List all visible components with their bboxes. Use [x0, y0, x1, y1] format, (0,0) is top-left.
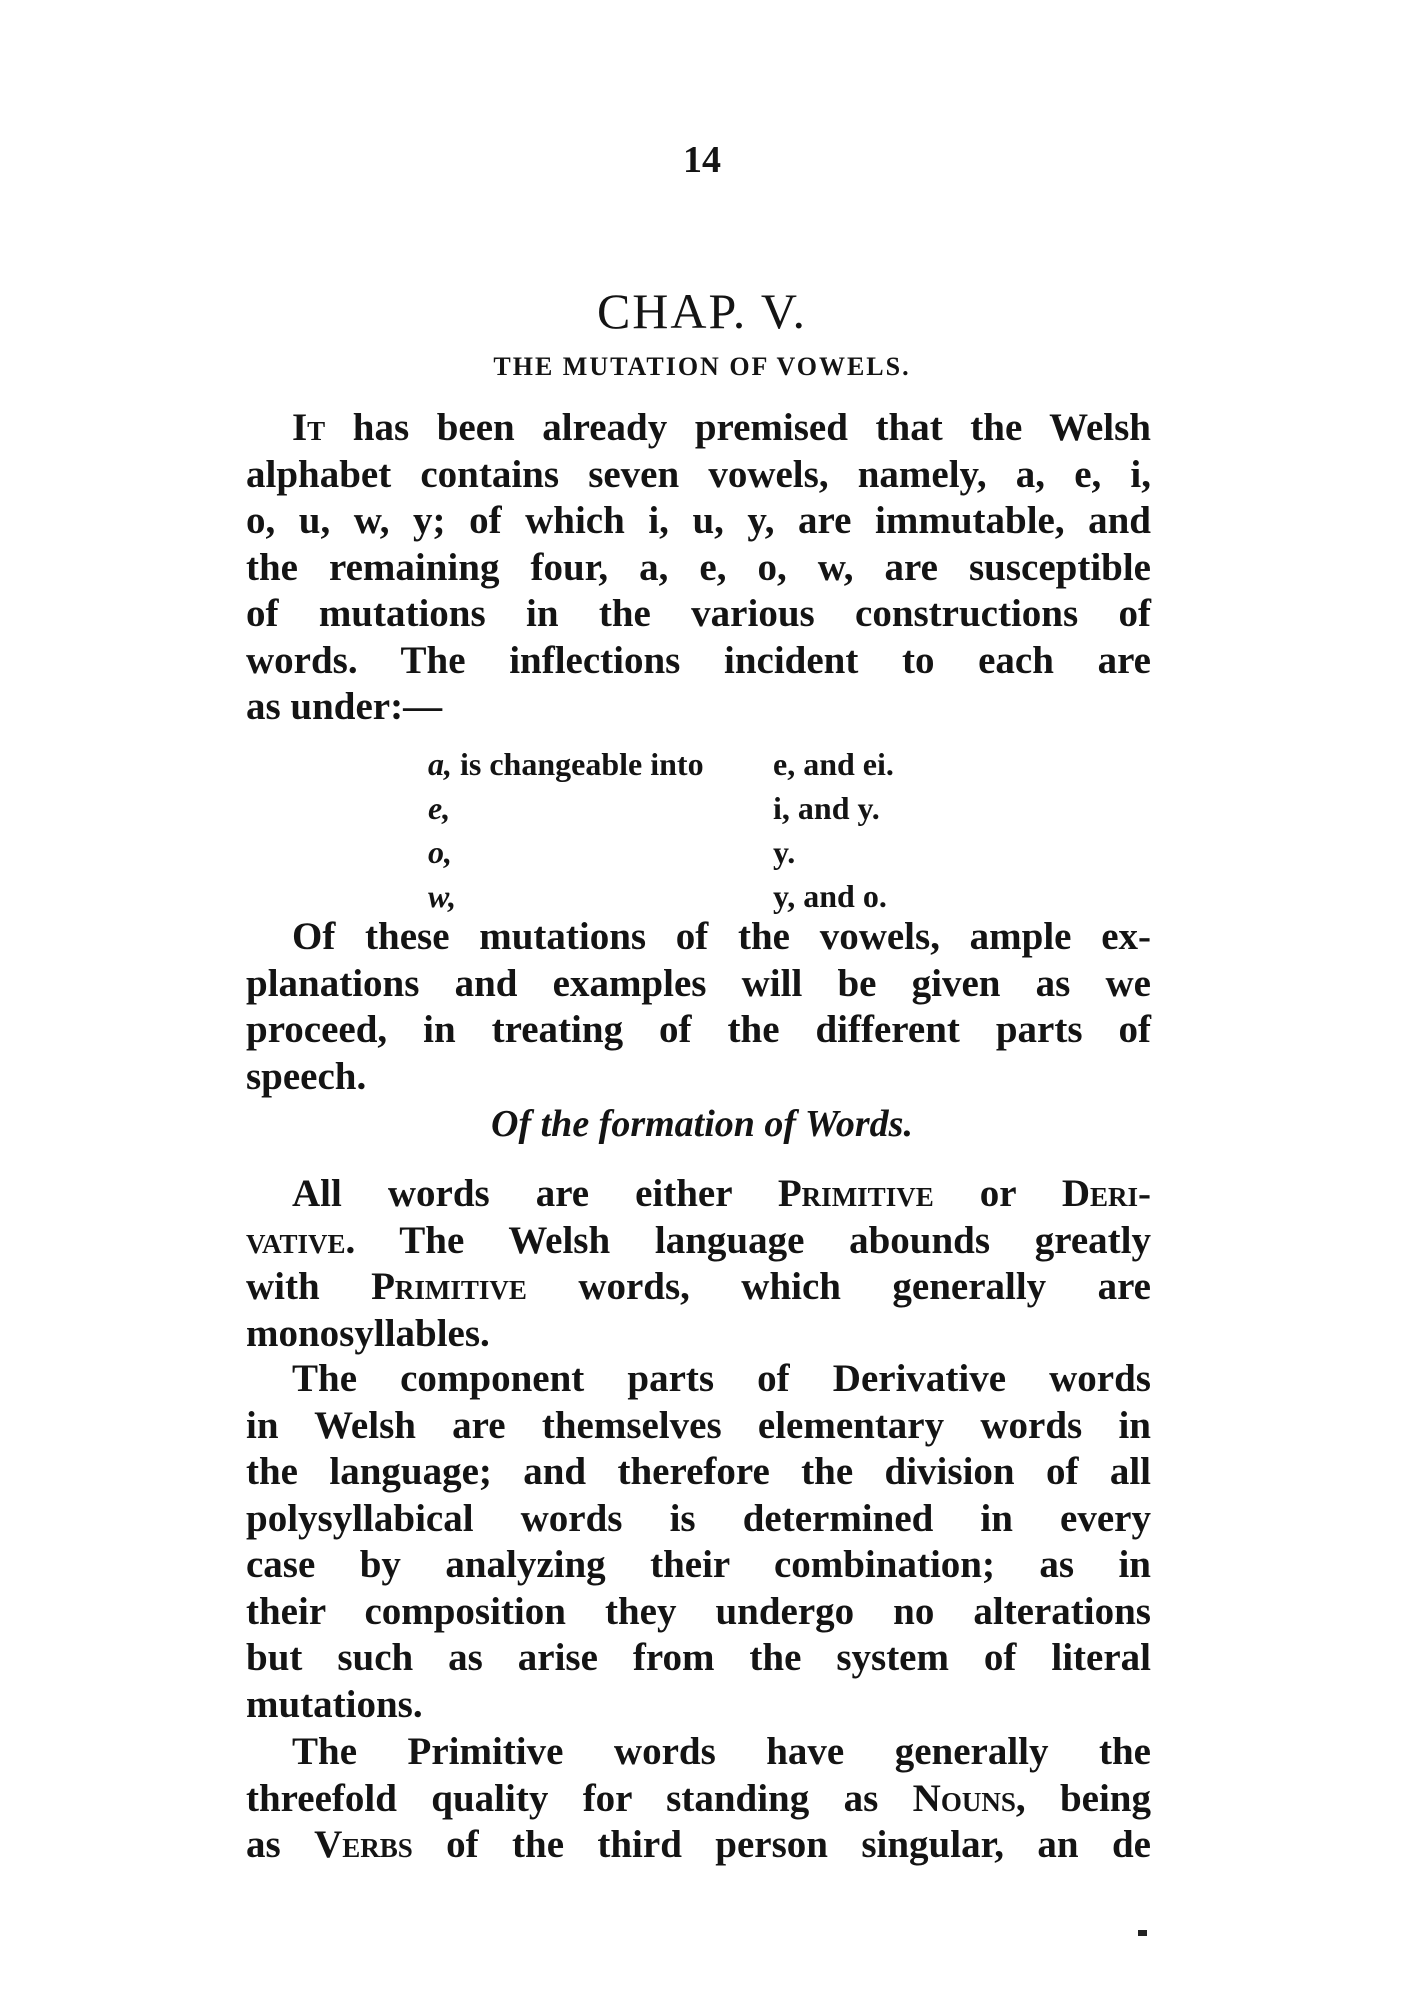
text-line: It has been already premised that the Welsh — [292, 406, 1151, 449]
paragraph-mutation-explanations — [246, 914, 1151, 1100]
text-line: vative. The Welsh language abounds greatly — [246, 1218, 1151, 1262]
mutation-row: e, i, and y. — [428, 790, 880, 826]
text-line: as Verbs of the third person singular, an de — [246, 1823, 1151, 1866]
text-line: monosyllables. — [246, 1311, 490, 1355]
vowel-mutation-table — [428, 742, 988, 918]
page-number: 14 — [683, 139, 721, 181]
section-heading: Of the formation of Words. — [491, 1103, 913, 1145]
text-line: their composition they undergo no alterations — [246, 1589, 1151, 1633]
paragraph-primitive-derivative — [246, 1171, 1151, 1357]
text-line: The Primitive words have generally the — [292, 1730, 1151, 1773]
text-line: case by analyzing their combination; as in — [246, 1543, 1151, 1586]
text-line: as under:— — [246, 685, 443, 728]
mutation-row: w, y, and o. — [428, 878, 887, 914]
text-line: of mutations in the various constructions of — [246, 592, 1151, 635]
text-line: the language; and therefore the division of all — [246, 1450, 1151, 1493]
text-line: alphabet contains seven vowels, namely, a, e, i, — [246, 452, 1151, 496]
paragraph-primitive-quality — [246, 1729, 1151, 1869]
text-line: polysyllabical words is determined in every — [246, 1496, 1151, 1540]
text-line: proceed, in treating of the different parts of — [246, 1008, 1151, 1051]
text-line: mutations. — [246, 1682, 423, 1726]
paragraph-derivative-components — [246, 1356, 1151, 1728]
text-line: speech. — [246, 1054, 367, 1098]
text-line: All words are either Primitive or Deri- — [292, 1172, 1151, 1215]
text-line: Of these mutations of the vowels, ample ex- — [292, 915, 1151, 958]
text-line: but such as arise from the system of literal — [246, 1636, 1151, 1679]
text-line: threefold quality for standing as Nouns, being — [246, 1776, 1151, 1820]
text-line: planations and examples will be given as we — [246, 961, 1151, 1005]
chapter-subtitle: THE MUTATION OF VOWELS. — [493, 352, 911, 381]
paragraph-vowels-intro — [246, 405, 1151, 731]
text-line: in Welsh are themselves elementary words in — [246, 1403, 1151, 1447]
text-line: words. The inflections incident to each are — [246, 638, 1151, 682]
chapter-title: CHAP. V. — [596, 283, 808, 339]
text-line: o, u, w, y; of which i, u, y, are immutable, and — [246, 499, 1151, 542]
mutation-row: a, is changeable into e, and ei. — [428, 746, 894, 782]
text-line: The component parts of Derivative words — [292, 1357, 1151, 1400]
text-line: the remaining four, a, e, o, w, are susceptible — [246, 545, 1151, 589]
mutation-row: o, y. — [428, 834, 796, 870]
ink-mark — [1138, 1930, 1147, 1936]
text-line: with Primitive words, which generally are — [246, 1265, 1151, 1308]
